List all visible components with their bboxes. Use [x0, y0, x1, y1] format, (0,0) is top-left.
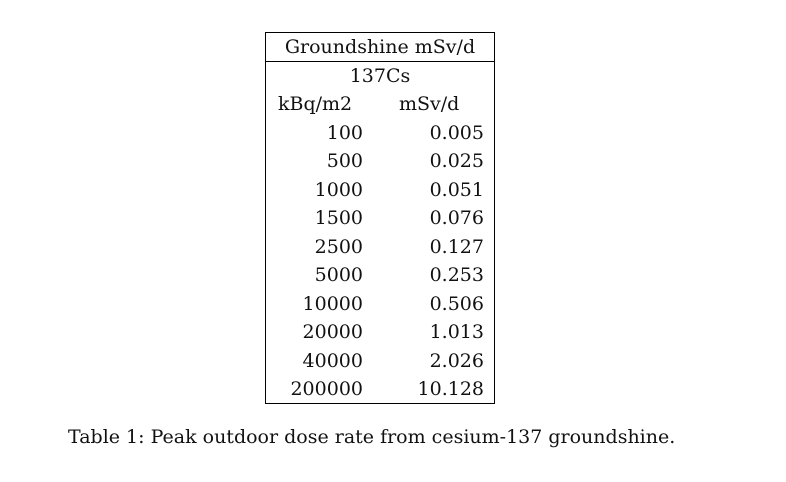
dose-rate-cell: 1.013: [429, 321, 484, 344]
activity-cell: 1000: [314, 178, 363, 201]
activity-cell: 100: [326, 121, 363, 144]
activity-cell: 5000: [314, 264, 363, 287]
dose-rate-cell: 0.051: [429, 178, 484, 201]
dose-rate-cell: 2.026: [429, 349, 484, 372]
table-row: [266, 261, 494, 290]
table-row: [266, 318, 494, 347]
activity-cell: 1500: [314, 207, 363, 230]
units-left: kBq/m2: [278, 93, 353, 116]
table-caption: Table 1: Peak outdoor dose rate from cesium-137 groundshine.: [68, 426, 676, 448]
activity-cell: 200000: [290, 378, 363, 401]
table-row: [266, 204, 494, 233]
table-row: [266, 290, 494, 319]
table-header: Groundshine mSv/d: [266, 33, 494, 62]
table-row: [266, 347, 494, 376]
table-row: [266, 147, 494, 176]
table-row: [266, 176, 494, 205]
activity-cell: 500: [326, 150, 363, 173]
activity-cell: 20000: [302, 321, 363, 344]
units-row: [266, 90, 494, 119]
dose-rate-cell: 0.506: [429, 292, 484, 315]
dose-rate-cell: 0.005: [429, 121, 484, 144]
activity-cell: 10000: [302, 292, 363, 315]
units-right: mSv/d: [399, 93, 460, 116]
table-body: [266, 119, 494, 404]
activity-cell: 2500: [314, 235, 363, 258]
dose-rate-cell: 0.025: [429, 150, 484, 173]
activity-cell: 40000: [302, 349, 363, 372]
table-row: [266, 233, 494, 262]
dose-rate-cell: 0.076: [429, 207, 484, 230]
isotope-subheader: 137Cs: [349, 65, 411, 87]
table-row: [266, 119, 494, 148]
dose-rate-cell: 10.128: [417, 378, 484, 401]
dose-rate-cell: 0.127: [429, 235, 484, 258]
table-row: [266, 375, 494, 404]
dose-rate-cell: 0.253: [429, 264, 484, 287]
dose-rate-table: [265, 32, 495, 404]
